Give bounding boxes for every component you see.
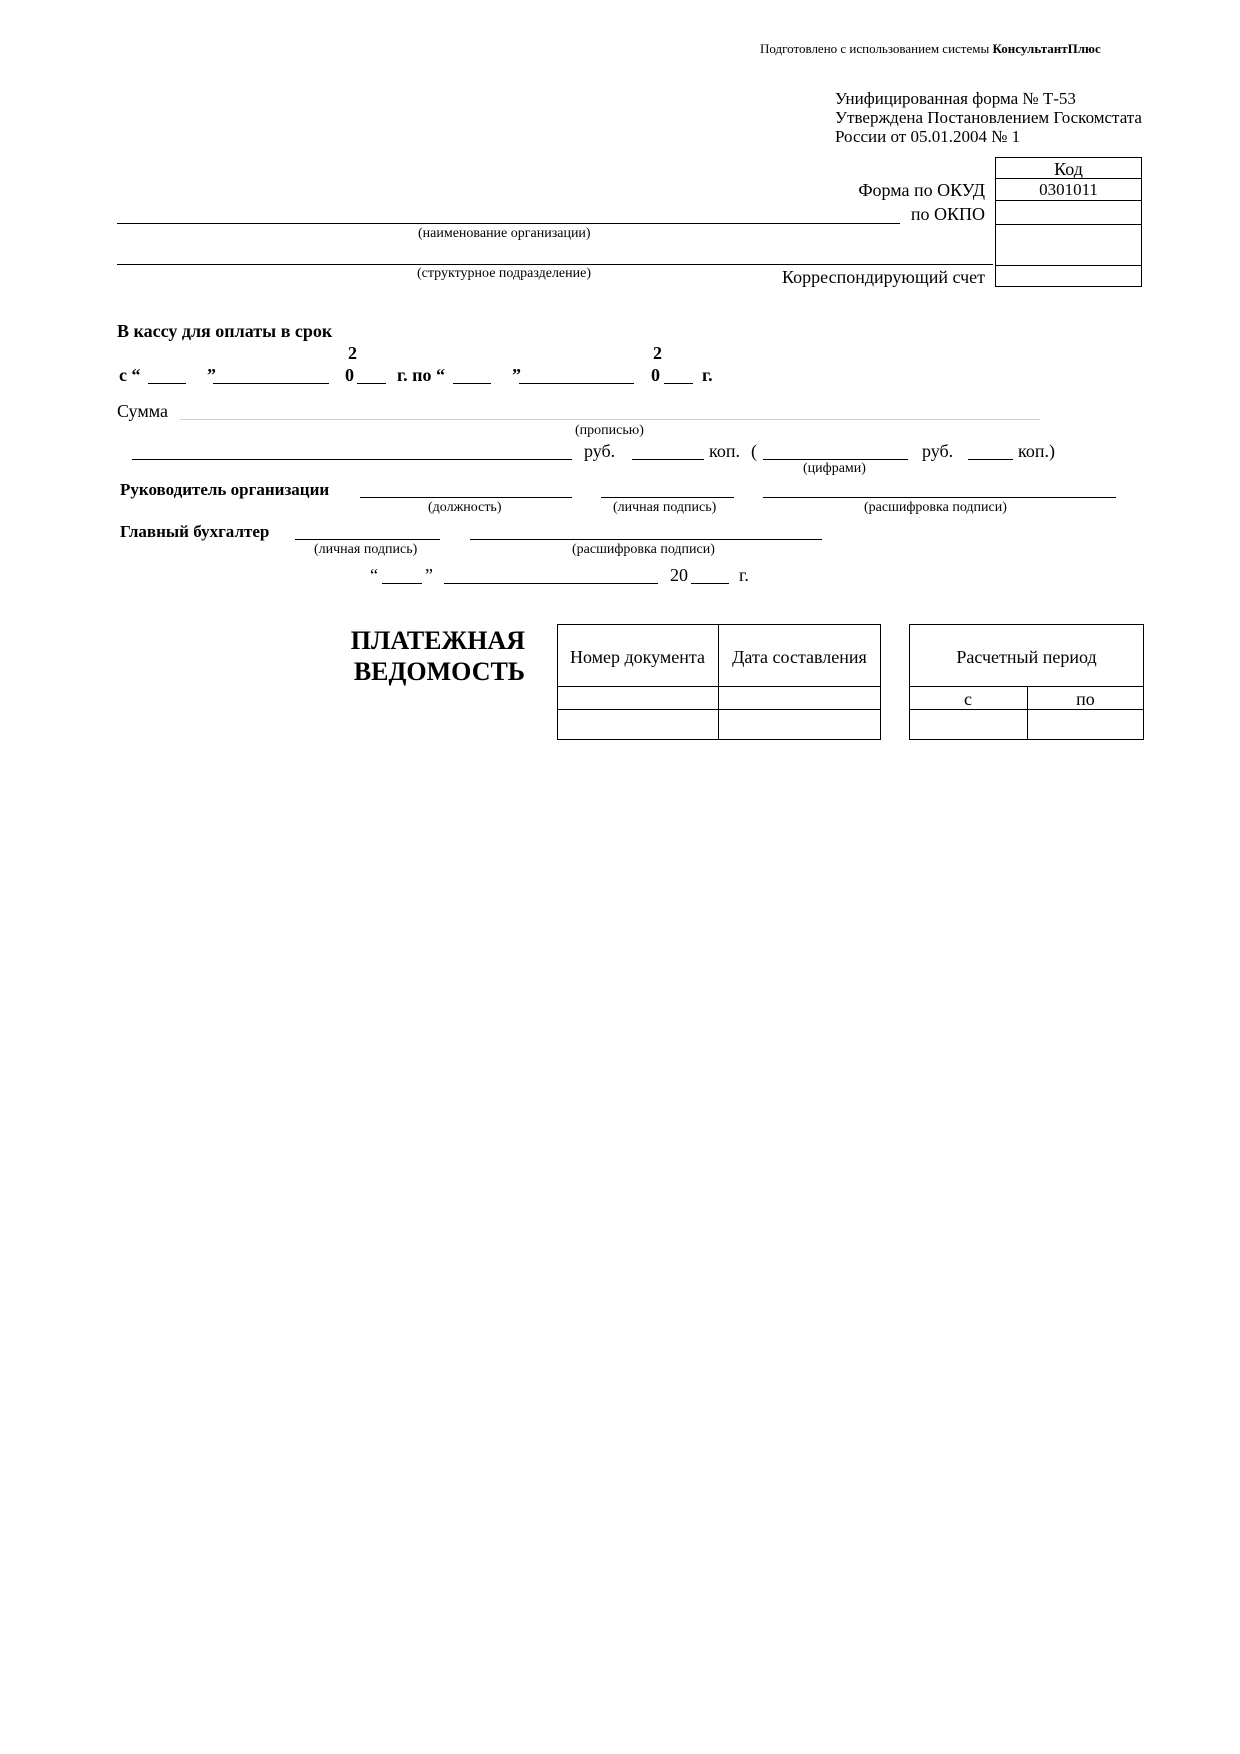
from-year-digit-2: 2 [348, 343, 357, 363]
from-year-line[interactable] [357, 383, 386, 384]
date-year-line[interactable] [691, 583, 729, 584]
okud-value: 0301011 [1039, 180, 1098, 199]
date-month-line[interactable] [444, 583, 658, 584]
doc-title-line-1: ПЛАТЕЖНАЯ [350, 626, 525, 655]
sum-digits-caption: (цифрами) [803, 461, 866, 476]
period-to-cell[interactable] [1028, 710, 1143, 739]
rub-digits-label: руб. [922, 441, 954, 461]
doc-date-header: Дата составления [732, 647, 867, 667]
sum-label: Сумма [117, 401, 168, 421]
prepared-brand: КонсультантПлюс [992, 41, 1101, 56]
approval-line-3: России от 05.01.2004 № 1 [835, 127, 1021, 146]
sum-words-line-2[interactable] [132, 459, 572, 460]
codes-divider-2 [995, 200, 1142, 201]
from-quote-close: ” [207, 365, 216, 385]
from-prefix: с “ [119, 365, 141, 385]
prepared-prefix: Подготовлено с использованием системы [760, 41, 990, 56]
to-quote-close: ” [512, 365, 521, 385]
rub-digits-line[interactable] [763, 459, 908, 460]
subdivision-line[interactable] [117, 264, 993, 265]
from-day-line[interactable] [148, 383, 186, 384]
date-year-suffix: г. [739, 565, 749, 585]
date-close-quote: ” [425, 565, 433, 585]
director-label: Руководитель организации [120, 480, 330, 499]
corr-account-label: Корреспондирующий счет [782, 267, 985, 287]
director-signature-caption: (личная подпись) [613, 500, 717, 515]
cash-title: В кассу для оплаты в срок [117, 321, 333, 341]
period-header: Расчетный период [956, 647, 1097, 667]
rub-label: руб. [584, 441, 616, 461]
accountant-label: Главный бухгалтер [120, 522, 270, 541]
director-position-caption: (должность) [428, 500, 502, 515]
to-year-suffix: г. [702, 365, 713, 385]
period-from-cell[interactable] [910, 710, 1026, 739]
kop-close-label: коп.) [1018, 441, 1055, 461]
from-month-line[interactable] [213, 383, 329, 384]
org-name-line[interactable] [117, 223, 900, 224]
open-paren: ( [751, 441, 757, 461]
doc-number-header: Номер документа [569, 647, 706, 667]
period-to-label: по [1076, 689, 1095, 709]
approval-line-2: Утверждена Постановлением Госкомстата [835, 108, 1142, 127]
sum-words-caption: (прописью) [575, 423, 644, 438]
subdivision-caption: (структурное подразделение) [417, 266, 592, 281]
approval-line-1: Унифицированная форма № Т-53 [835, 89, 1076, 108]
to-year-digit-2: 2 [653, 343, 662, 363]
to-year-digit-0: 0 [651, 365, 660, 385]
okud-label: Форма по ОКУД [858, 180, 985, 200]
director-decoding-caption: (расшифровка подписи) [864, 500, 1007, 515]
accountant-signature-line[interactable] [295, 539, 440, 540]
doc-title-line-2: ВЕДОМОСТЬ [353, 657, 525, 686]
accountant-signature-caption: (личная подпись) [314, 542, 418, 557]
kop-label: коп. [709, 441, 740, 461]
to-year-line[interactable] [664, 383, 693, 384]
org-name-caption: (наименование организации) [418, 226, 591, 241]
accountant-decoding-caption: (расшифровка подписи) [572, 542, 715, 557]
from-year-digit-0: 0 [345, 365, 354, 385]
codes-divider-4 [995, 265, 1142, 266]
doc-date-cell[interactable] [719, 710, 880, 739]
kop-words-line[interactable] [632, 459, 704, 460]
to-day-line[interactable] [453, 383, 491, 384]
director-position-line[interactable] [360, 497, 572, 498]
doc-info-table-hdivider-1 [557, 686, 881, 687]
director-signature-line[interactable] [601, 497, 734, 498]
okpo-label: по ОКПО [910, 204, 985, 224]
code-header: Код [1054, 159, 1083, 179]
codes-divider-3 [995, 224, 1142, 225]
date-open-quote: “ [370, 565, 378, 585]
director-decoding-line[interactable] [763, 497, 1116, 498]
sum-words-line[interactable] [180, 419, 1040, 420]
doc-number-cell[interactable] [558, 710, 717, 739]
prepared-note [760, 42, 1101, 55]
date-year-prefix: 20 [670, 565, 688, 585]
year-to-label: г. по “ [397, 365, 446, 385]
to-month-line[interactable] [519, 383, 634, 384]
date-day-line[interactable] [382, 583, 422, 584]
accountant-decoding-line[interactable] [470, 539, 822, 540]
kop-digits-line[interactable] [968, 459, 1013, 460]
period-from-label: с [964, 689, 972, 709]
